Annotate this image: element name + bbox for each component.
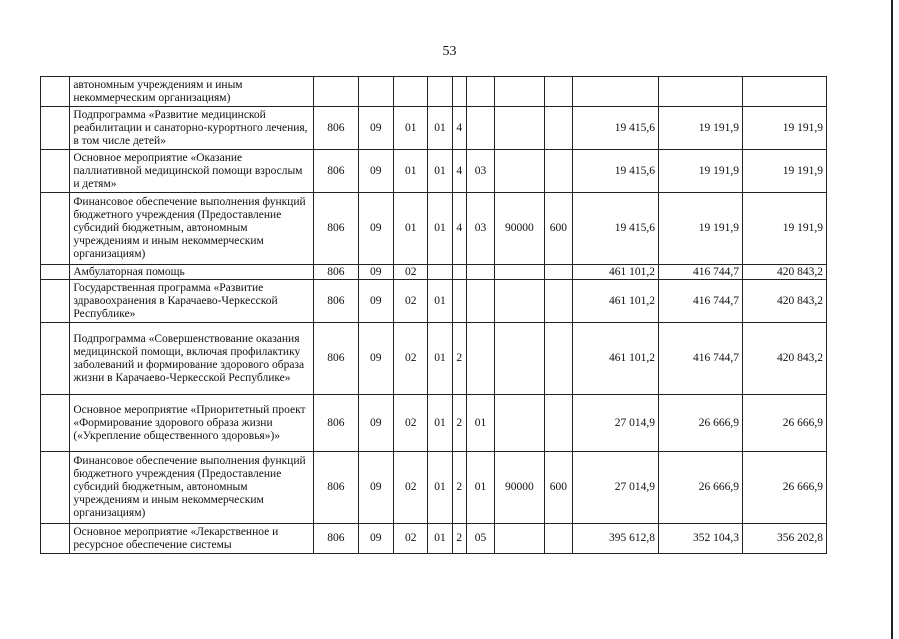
direction-code-cell: [495, 524, 545, 554]
section-code-cell: 09: [358, 193, 393, 265]
row-number-cell: [41, 150, 70, 193]
expense-type-cell: [544, 395, 572, 452]
direction-code-cell: [495, 265, 545, 280]
amount-year2-cell: 26 666,9: [658, 395, 742, 452]
grbs-code-cell: 806: [314, 193, 359, 265]
amount-year2-cell: 352 104,3: [658, 524, 742, 554]
amount-year1-cell: 461 101,2: [573, 323, 659, 395]
row-number-cell: [41, 323, 70, 395]
expense-type-cell: [544, 77, 572, 107]
amount-year1-cell: 27 014,9: [573, 395, 659, 452]
subprogram-code-cell: [452, 77, 466, 107]
description-cell: Государственная программа «Развитие здравоохранения в Карачаево-Черкесской Республике»: [70, 280, 314, 323]
table-row: [41, 265, 827, 280]
activity-code-cell: [466, 77, 494, 107]
amount-year3-cell: 19 191,9: [742, 150, 826, 193]
description-cell: автономным учреждениям и иным некоммерческим организациям): [70, 77, 314, 107]
amount-year2-cell: 416 744,7: [658, 265, 742, 280]
amount-year2-cell: 19 191,9: [658, 107, 742, 150]
expense-type-cell: [544, 280, 572, 323]
amount-year1-cell: 395 612,8: [573, 524, 659, 554]
grbs-code-cell: 806: [314, 150, 359, 193]
subsection-code-cell: [394, 77, 428, 107]
description-cell: Основное мероприятие «Оказание паллиативной медицинской помощи взрослым и детям»: [70, 150, 314, 193]
table-row: [41, 280, 827, 323]
grbs-code-cell: 806: [314, 395, 359, 452]
section-code-cell: 09: [358, 150, 393, 193]
program-code-cell: 01: [428, 107, 452, 150]
grbs-code-cell: 806: [314, 107, 359, 150]
budget-table: [40, 76, 827, 554]
amount-year3-cell: 420 843,2: [742, 280, 826, 323]
expense-type-cell: 600: [544, 193, 572, 265]
program-code-cell: 01: [428, 452, 452, 524]
table-row: [41, 150, 827, 193]
grbs-code-cell: 806: [314, 323, 359, 395]
grbs-code-cell: 806: [314, 280, 359, 323]
direction-code-cell: 90000: [495, 452, 545, 524]
description-cell: Основное мероприятие «Лекарственное и ресурсное обеспечение системы: [70, 524, 314, 554]
amount-year3-cell: [742, 77, 826, 107]
section-code-cell: 09: [358, 323, 393, 395]
amount-year3-cell: 420 843,2: [742, 265, 826, 280]
table-row: [41, 452, 827, 524]
section-code-cell: 09: [358, 280, 393, 323]
activity-code-cell: 01: [466, 452, 494, 524]
amount-year2-cell: [658, 77, 742, 107]
amount-year2-cell: 19 191,9: [658, 193, 742, 265]
program-code-cell: 01: [428, 524, 452, 554]
row-number-cell: [41, 265, 70, 280]
amount-year1-cell: 19 415,6: [573, 193, 659, 265]
subsection-code-cell: 02: [394, 452, 428, 524]
subprogram-code-cell: 2: [452, 524, 466, 554]
program-code-cell: 01: [428, 323, 452, 395]
grbs-code-cell: 806: [314, 452, 359, 524]
subsection-code-cell: 01: [394, 150, 428, 193]
expense-type-cell: [544, 265, 572, 280]
section-code-cell: 09: [358, 452, 393, 524]
description-cell: Основное мероприятие «Приоритетный проект «Формирование здорового образа жизни («Укрепление общественного здоровья»)»: [70, 395, 314, 452]
row-number-cell: [41, 107, 70, 150]
activity-code-cell: 03: [466, 193, 494, 265]
amount-year2-cell: 416 744,7: [658, 280, 742, 323]
table-row: [41, 395, 827, 452]
direction-code-cell: 90000: [495, 193, 545, 265]
amount-year1-cell: 461 101,2: [573, 280, 659, 323]
expense-type-cell: [544, 107, 572, 150]
amount-year3-cell: 356 202,8: [742, 524, 826, 554]
row-number-cell: [41, 395, 70, 452]
table-row: [41, 77, 827, 107]
direction-code-cell: [495, 107, 545, 150]
amount-year1-cell: 461 101,2: [573, 265, 659, 280]
subprogram-code-cell: 4: [452, 150, 466, 193]
amount-year2-cell: 19 191,9: [658, 150, 742, 193]
program-code-cell: [428, 77, 452, 107]
activity-code-cell: [466, 280, 494, 323]
section-code-cell: 09: [358, 524, 393, 554]
row-number-cell: [41, 524, 70, 554]
subprogram-code-cell: [452, 265, 466, 280]
subprogram-code-cell: 4: [452, 107, 466, 150]
subprogram-code-cell: 2: [452, 452, 466, 524]
direction-code-cell: [495, 323, 545, 395]
program-code-cell: 01: [428, 395, 452, 452]
table-row: [41, 193, 827, 265]
amount-year1-cell: 19 415,6: [573, 107, 659, 150]
row-number-cell: [41, 452, 70, 524]
table-row: [41, 107, 827, 150]
subsection-code-cell: 01: [394, 193, 428, 265]
program-code-cell: [428, 265, 452, 280]
expense-type-cell: 600: [544, 452, 572, 524]
table-body: [41, 77, 827, 554]
program-code-cell: 01: [428, 193, 452, 265]
subsection-code-cell: 02: [394, 395, 428, 452]
table-row: [41, 323, 827, 395]
subsection-code-cell: 02: [394, 280, 428, 323]
subprogram-code-cell: [452, 280, 466, 323]
amount-year3-cell: 19 191,9: [742, 193, 826, 265]
section-code-cell: 09: [358, 265, 393, 280]
subsection-code-cell: 02: [394, 265, 428, 280]
section-code-cell: 09: [358, 395, 393, 452]
description-cell: Подпрограмма «Развитие медицинской реабилитации и санаторно-курортного лечения, в том числе детей»: [70, 107, 314, 150]
description-cell: Амбулаторная помощь: [70, 265, 314, 280]
activity-code-cell: 03: [466, 150, 494, 193]
activity-code-cell: 01: [466, 395, 494, 452]
expense-type-cell: [544, 524, 572, 554]
amount-year2-cell: 26 666,9: [658, 452, 742, 524]
description-cell: Финансовое обеспечение выполнения функций бюджетного учреждения (Предоставление субсидий бюджетным, автономным учреждениям и иным некоммерческим организациям): [70, 193, 314, 265]
amount-year3-cell: 420 843,2: [742, 323, 826, 395]
subsection-code-cell: 02: [394, 524, 428, 554]
expense-type-cell: [544, 150, 572, 193]
row-number-cell: [41, 77, 70, 107]
section-code-cell: [358, 77, 393, 107]
activity-code-cell: [466, 107, 494, 150]
activity-code-cell: [466, 265, 494, 280]
program-code-cell: 01: [428, 150, 452, 193]
amount-year1-cell: 19 415,6: [573, 150, 659, 193]
program-code-cell: 01: [428, 280, 452, 323]
table-row: [41, 524, 827, 554]
amount-year1-cell: [573, 77, 659, 107]
description-cell: Подпрограмма «Совершенствование оказания медицинской помощи, включая профилактику заболеваний и формирование здорового образа жизни в Карачаево-Черкесской Республике»: [70, 323, 314, 395]
subprogram-code-cell: 4: [452, 193, 466, 265]
direction-code-cell: [495, 77, 545, 107]
subprogram-code-cell: 2: [452, 395, 466, 452]
grbs-code-cell: 806: [314, 265, 359, 280]
subprogram-code-cell: 2: [452, 323, 466, 395]
expense-type-cell: [544, 323, 572, 395]
grbs-code-cell: [314, 77, 359, 107]
section-code-cell: 09: [358, 107, 393, 150]
activity-code-cell: [466, 323, 494, 395]
direction-code-cell: [495, 280, 545, 323]
subsection-code-cell: 02: [394, 323, 428, 395]
amount-year2-cell: 416 744,7: [658, 323, 742, 395]
page-number: 53: [442, 44, 457, 59]
activity-code-cell: 05: [466, 524, 494, 554]
amount-year3-cell: 26 666,9: [742, 395, 826, 452]
subsection-code-cell: 01: [394, 107, 428, 150]
row-number-cell: [41, 280, 70, 323]
amount-year1-cell: 27 014,9: [573, 452, 659, 524]
grbs-code-cell: 806: [314, 524, 359, 554]
amount-year3-cell: 26 666,9: [742, 452, 826, 524]
description-cell: Финансовое обеспечение выполнения функций бюджетного учреждения (Предоставление субсидий бюджетным, автономным учреждениям и иным некоммерческим организациям): [70, 452, 314, 524]
direction-code-cell: [495, 395, 545, 452]
row-number-cell: [41, 193, 70, 265]
amount-year3-cell: 19 191,9: [742, 107, 826, 150]
direction-code-cell: [495, 150, 545, 193]
scan-edge-line: [891, 0, 893, 639]
